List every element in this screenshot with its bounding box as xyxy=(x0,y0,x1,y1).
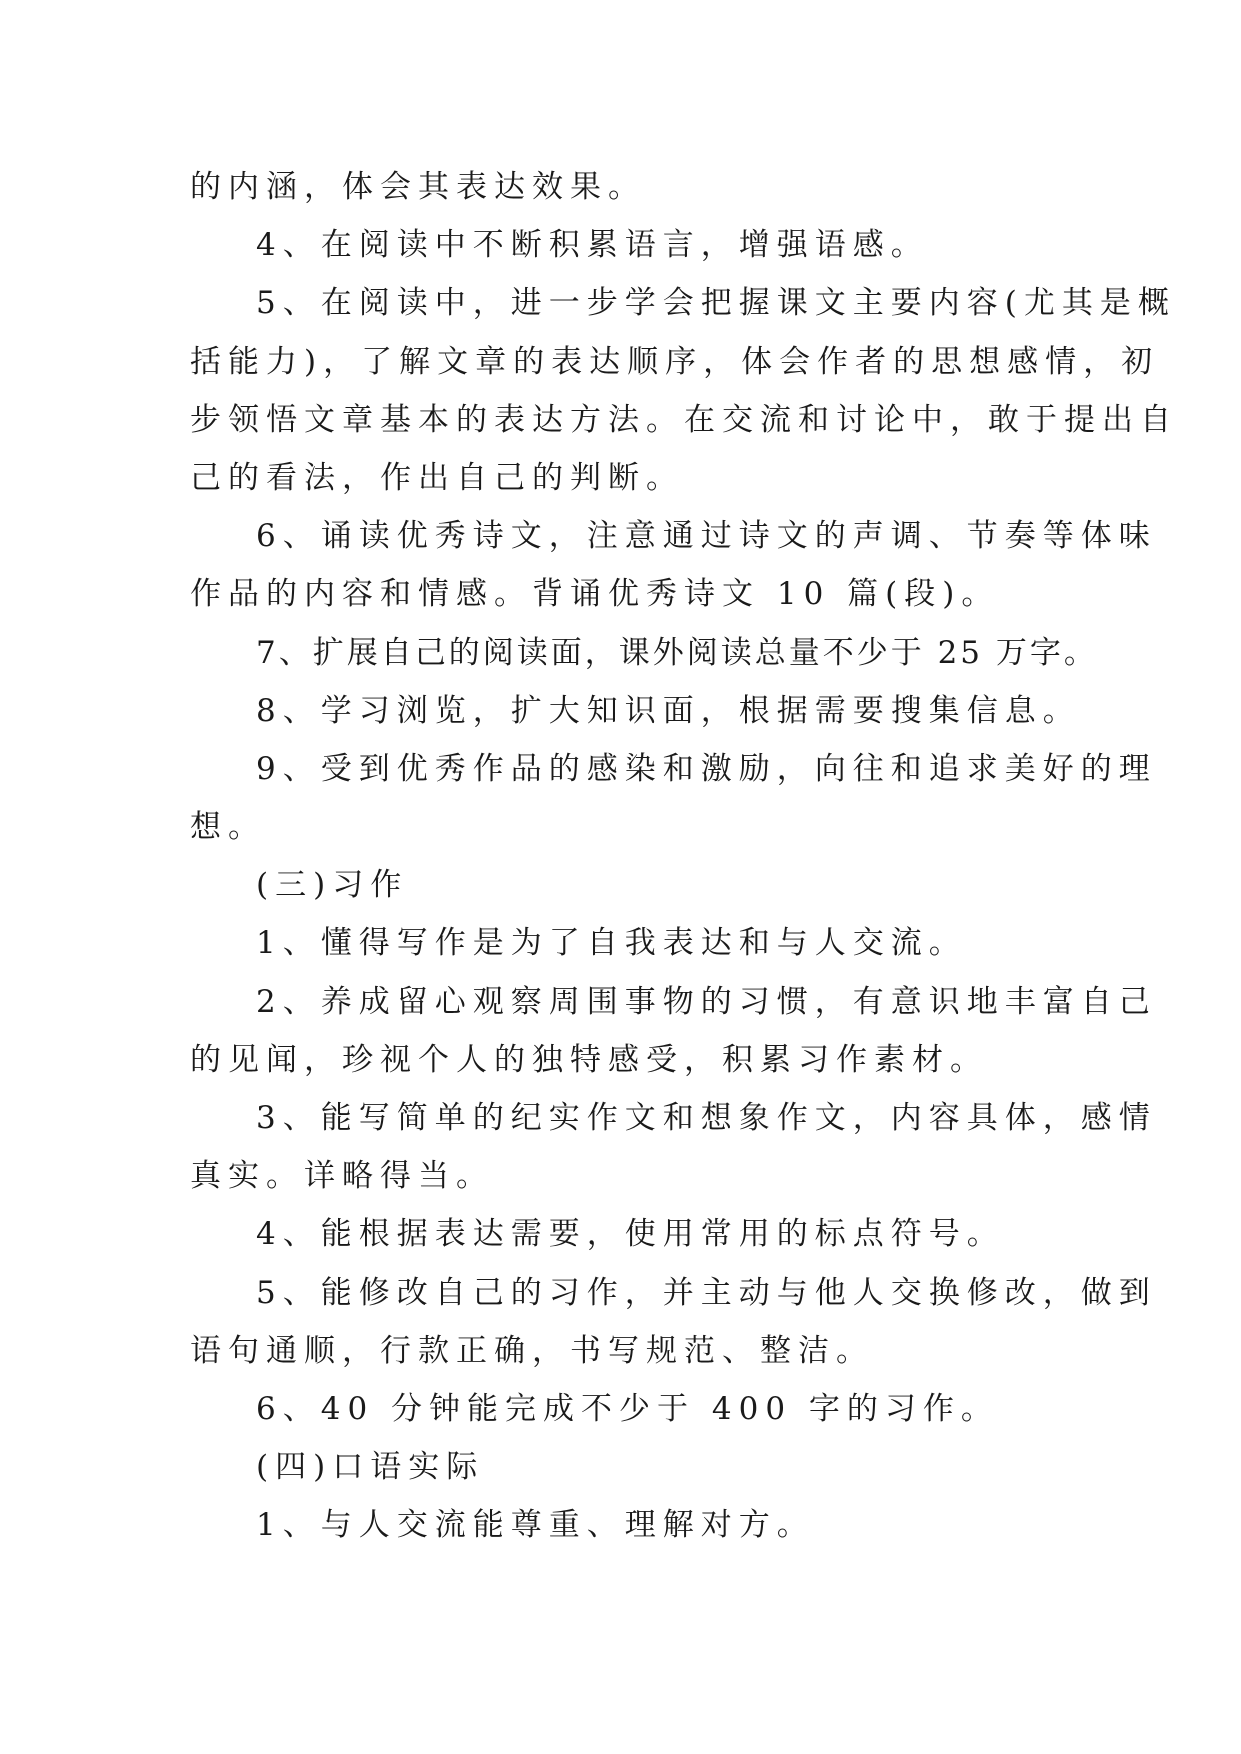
text-line: 想。 xyxy=(190,809,266,846)
text-line: 6、40 分钟能完成不少于 400 字的习作。 xyxy=(256,1390,999,1427)
section-heading: (三)习作 xyxy=(256,867,409,904)
text-line: 1、与人交流能尊重、理解对方。 xyxy=(256,1507,815,1544)
text-line: 作品的内容和情感。背诵优秀诗文 10 篇(段)。 xyxy=(190,576,1000,613)
text-line: 6、诵读优秀诗文，注意通过诗文的声调、节奏等体味 xyxy=(256,518,1157,555)
text-line: 4、在阅读中不断积累语言，增强语感。 xyxy=(256,227,929,264)
text-line: 5、在阅读中，进一步学会把握课文主要内容(尤其是概 xyxy=(256,285,1176,322)
text-line: 4、能根据表达需要，使用常用的标点符号。 xyxy=(256,1216,1005,1253)
text-line: 1、懂得写作是为了自我表达和与人交流。 xyxy=(256,925,967,962)
text-line: 5、能修改自己的习作，并主动与他人交换修改，做到 xyxy=(256,1274,1157,1311)
text-line: 9、受到优秀作品的感染和激励，向往和追求美好的理 xyxy=(256,750,1157,787)
text-line: 真实。详略得当。 xyxy=(190,1158,494,1195)
section-heading: (四)口语实际 xyxy=(256,1449,485,1486)
text-line: 8、学习浏览，扩大知识面，根据需要搜集信息。 xyxy=(256,692,1081,729)
text-line: 语句通顺，行款正确，书写规范、整洁。 xyxy=(190,1332,874,1369)
document-body xyxy=(190,158,1178,1555)
text-line: 7、扩展自己的阅读面，课外阅读总量不少于 25 万字。 xyxy=(256,634,1098,671)
text-line: 步领悟文章基本的表达方法。在交流和讨论中，敢于提出自 xyxy=(190,401,1178,438)
text-line: 的内涵，体会其表达效果。 xyxy=(190,169,646,205)
text-line: 己的看法，作出自己的判断。 xyxy=(190,459,684,496)
text-line: 的见闻，珍视个人的独特感受，积累习作素材。 xyxy=(190,1041,988,1078)
text-line: 括能力)，了解文章的表达顺序，体会作者的思想感情，初 xyxy=(190,343,1160,380)
text-line: 3、能写简单的纪实作文和想象作文，内容具体，感情 xyxy=(256,1100,1157,1136)
text-line: 2、养成留心观察周围事物的习惯，有意识地丰富自己 xyxy=(256,983,1157,1020)
